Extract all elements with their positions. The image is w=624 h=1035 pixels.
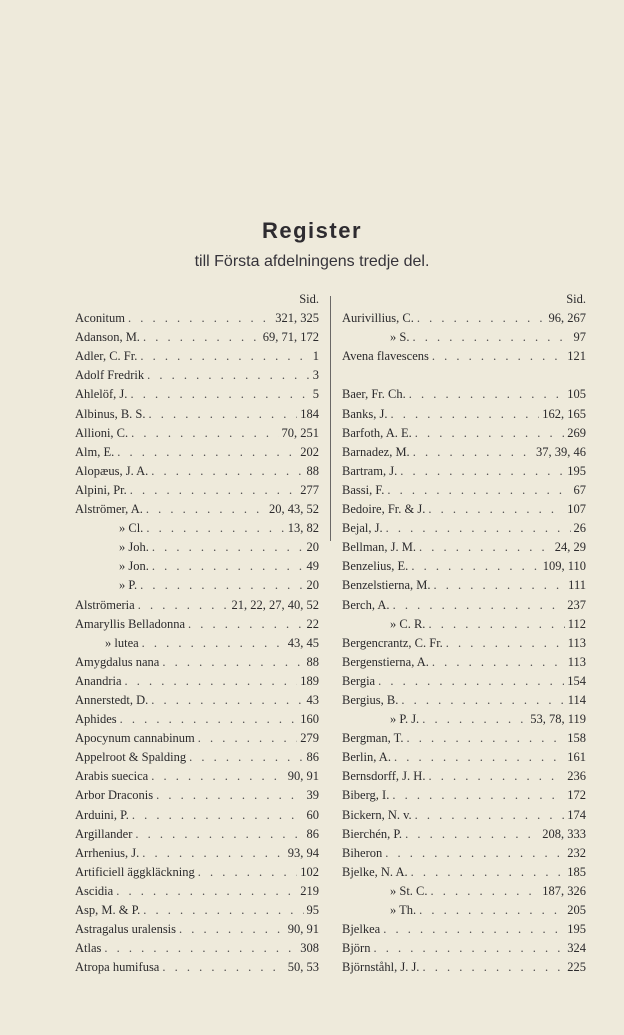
dot-leader [383, 920, 564, 939]
index-entry [342, 309, 586, 328]
dot-leader [151, 767, 285, 786]
dot-leader [373, 939, 564, 958]
index-entry [342, 576, 586, 595]
index-entry [75, 405, 319, 424]
dot-leader [117, 443, 297, 462]
entry-pages: 24, 29 [554, 540, 586, 555]
entry-name: Benzelstierna, M. [342, 578, 431, 593]
entry-name: Banks, J. [342, 406, 388, 421]
dot-leader [162, 958, 284, 977]
index-entry [75, 443, 319, 462]
dot-leader [135, 825, 303, 844]
dot-leader [431, 882, 540, 901]
entry-pages: 162, 165 [542, 406, 586, 421]
entry-pages: 195 [567, 463, 586, 478]
entry-pages: 93, 94 [287, 845, 319, 860]
column-divider [330, 296, 331, 541]
entry-pages: 174 [567, 807, 586, 822]
entry-pages: 60 [306, 807, 319, 822]
index-entry [75, 481, 319, 500]
dot-leader [411, 863, 565, 882]
entry-pages: 208, 333 [542, 826, 586, 841]
entry-pages: 205 [567, 903, 586, 917]
index-entry [75, 958, 319, 977]
index-entry [342, 806, 586, 825]
entry-pages: 113 [567, 635, 586, 650]
entry-pages: 96, 267 [548, 311, 586, 326]
index-entry [75, 844, 319, 863]
page-subtitle: till Första afdelningens tredje del. [194, 253, 430, 270]
index-entry [75, 557, 319, 576]
entry-pages: 279 [300, 731, 319, 746]
index-entry [75, 328, 319, 347]
entry-pages: 121 [567, 349, 586, 364]
index-entry [75, 901, 319, 920]
entry-pages: 43, 45 [287, 635, 319, 650]
dot-leader [393, 596, 565, 615]
dot-leader [419, 538, 552, 557]
dot-leader [151, 462, 303, 481]
entry-name: » Cl. [119, 521, 144, 536]
entry-pages: 20 [306, 578, 319, 593]
index-entry [75, 309, 319, 328]
entry-name: Benzelius, E. [342, 559, 409, 574]
entry-name: » P. J. [390, 712, 420, 727]
entry-name: Baer, Fr. Ch. [342, 387, 406, 402]
index-entry [342, 615, 586, 634]
entry-pages: 154 [567, 673, 586, 688]
index-entry [342, 958, 586, 977]
dot-leader [140, 576, 303, 595]
index-entry [342, 500, 586, 519]
entry-name: Alpini, Pr. [75, 482, 127, 497]
entry-pages: 111 [568, 578, 586, 593]
dot-leader [198, 729, 297, 748]
index-entry [342, 328, 586, 347]
index-entry [75, 576, 319, 595]
dot-leader [385, 844, 564, 863]
entry-name: » S. [390, 330, 410, 345]
index-entry [75, 596, 319, 615]
dot-leader [412, 328, 570, 347]
index-entry [75, 385, 319, 404]
dot-leader [149, 405, 298, 424]
dot-leader [152, 538, 304, 557]
entry-pages: 184 [300, 406, 319, 421]
entry-name: Alströmer, A. [75, 502, 143, 517]
entry-name: Adanson, M. [75, 330, 140, 345]
dot-leader [400, 462, 564, 481]
index-entry [342, 634, 586, 653]
index-entry [75, 634, 319, 653]
index-entry [342, 863, 586, 882]
entry-name: Bickern, N. v. [342, 807, 412, 822]
entry-pages: 50, 53 [287, 960, 319, 975]
entry-name: Adler, C. Fr. [75, 349, 138, 364]
entry-name: Anandria [75, 673, 122, 688]
entry-name: Biheron [342, 845, 383, 860]
index-entry [342, 557, 586, 576]
index-list [342, 309, 586, 366]
entry-pages: 5 [312, 387, 319, 402]
dot-leader [401, 691, 564, 710]
entry-pages: 112 [567, 616, 586, 631]
entry-name: Argillander [75, 826, 133, 841]
dot-leader [120, 710, 298, 729]
page-title: Register [261, 218, 363, 243]
entry-pages: 69, 71, 172 [262, 330, 319, 345]
entry-pages: 90, 91 [287, 769, 319, 784]
entry-pages: 43 [306, 692, 319, 707]
entry-pages: 187, 326 [542, 883, 586, 898]
entry-name: Ascidia [75, 883, 114, 898]
index-column-right [342, 290, 586, 977]
index-entry [342, 939, 586, 958]
entry-pages: 324 [567, 941, 586, 956]
entry-name: Aphides [75, 712, 117, 727]
entry-pages: 67 [573, 482, 586, 497]
dot-leader [409, 385, 565, 404]
dot-leader [422, 958, 564, 977]
entry-pages: 308 [300, 941, 319, 956]
index-entry [342, 481, 586, 500]
entry-pages: 95 [306, 903, 319, 917]
entry-name: Björn [342, 941, 371, 956]
entry-pages: 236 [567, 769, 586, 784]
entry-name: Appelroot & Spalding [75, 750, 187, 765]
entry-name: Arrhenius, J. [75, 845, 140, 860]
index-entry [342, 767, 586, 786]
dot-leader [104, 939, 297, 958]
entry-pages: 21, 22, 27, 40, 52 [231, 597, 319, 612]
index-entry [75, 939, 319, 958]
entry-name: Bjelke, N. A. [342, 864, 408, 879]
index-entry [342, 385, 586, 404]
index-entry [75, 615, 319, 634]
entry-pages: 97 [573, 330, 586, 345]
index-entry [75, 748, 319, 767]
entry-name: Bernsdorff, J. H. [342, 769, 426, 784]
entry-pages: 114 [567, 692, 586, 707]
dot-leader [132, 806, 304, 825]
entry-name: Berlin, A. [342, 750, 391, 765]
index-entry [75, 710, 319, 729]
index-entry [75, 347, 319, 366]
index-entry [75, 424, 319, 443]
entry-name: Atropa humifusa [75, 960, 160, 975]
dot-leader [179, 920, 285, 939]
index-entry [342, 424, 586, 443]
entry-name: Atlas [75, 941, 102, 956]
dot-leader [434, 576, 566, 595]
dot-leader [147, 366, 310, 385]
entry-name: Bergman, T. [342, 731, 404, 746]
dot-leader [128, 309, 272, 328]
dot-leader [140, 347, 309, 366]
index-entry [342, 596, 586, 615]
index-entry [75, 519, 319, 538]
entry-name: Amaryllis Belladonna [75, 616, 186, 631]
entry-name: Bejal, J. [342, 521, 383, 536]
entry-name: Artificiell äggkläckning [75, 864, 195, 879]
entry-name: Bartram, J. [342, 463, 398, 478]
dot-leader [392, 786, 564, 805]
entry-pages: 109, 110 [542, 559, 586, 574]
entry-pages: 102 [300, 864, 319, 879]
entry-name: Bjelkea [342, 922, 381, 937]
entry-name: » Joh. [119, 540, 149, 555]
dot-leader [411, 557, 539, 576]
dot-leader [419, 901, 564, 920]
entry-pages: 20 [306, 540, 319, 555]
dot-leader [189, 748, 303, 767]
dot-leader [405, 825, 539, 844]
dot-leader [143, 901, 303, 920]
entry-pages: 86 [306, 750, 319, 765]
entry-name: Alopæus, J. A. [75, 463, 149, 478]
entry-pages: 107 [567, 502, 586, 517]
entry-pages: 277 [300, 482, 319, 497]
index-entry [342, 443, 586, 462]
entry-name: Berch, A. [342, 597, 390, 612]
entry-name: Adolf Fredrik [75, 368, 145, 383]
entry-name: Bergia [342, 673, 376, 688]
index-entry [75, 653, 319, 672]
entry-name: Bierchén, P. [342, 826, 403, 841]
index-list [75, 309, 319, 977]
entry-name: Ahlelöf, J. [75, 387, 128, 402]
entry-pages: 90, 91 [287, 922, 319, 937]
entry-name: Bellman, J. M. [342, 540, 416, 555]
index-entry [342, 519, 586, 538]
entry-pages: 158 [567, 731, 586, 746]
entry-name: Biberg, I. [342, 788, 390, 803]
entry-name: » Jon. [119, 559, 149, 574]
entry-name: » C. R. [390, 616, 426, 631]
entry-name: Arabis suecica [75, 769, 149, 784]
entry-pages: 26 [573, 521, 586, 536]
dot-leader [143, 328, 260, 347]
entry-name: Björnståhl, J. J. [342, 960, 420, 975]
entry-pages: 13, 82 [287, 521, 319, 536]
entry-name: Apocynum cannabinum [75, 731, 195, 746]
entry-pages: 86 [306, 826, 319, 841]
entry-name: Aconitum [75, 311, 125, 326]
entry-pages: 185 [567, 864, 586, 879]
dot-leader [394, 748, 564, 767]
index-entry [75, 691, 319, 710]
dot-leader [415, 806, 565, 825]
entry-pages: 53, 78, 119 [530, 712, 586, 727]
index-entry [75, 462, 319, 481]
dot-leader [130, 385, 309, 404]
entry-pages: 49 [306, 559, 319, 574]
entry-pages: 3 [312, 368, 319, 383]
dot-leader [142, 844, 285, 863]
dot-leader [131, 424, 278, 443]
index-entry [75, 366, 319, 385]
index-entry [342, 653, 586, 672]
dot-leader [188, 615, 303, 634]
entry-name: Avena flavescens [342, 349, 429, 364]
index-entry [342, 920, 586, 939]
dot-leader [446, 634, 565, 653]
index-entry [75, 920, 319, 939]
index-entry [342, 901, 586, 920]
dot-leader [406, 729, 564, 748]
index-column-left [75, 290, 319, 977]
entry-pages: 172 [567, 788, 586, 803]
entry-name: Asp, M. & P. [75, 903, 141, 917]
entry-pages: 113 [567, 654, 586, 669]
index-entry [342, 347, 586, 366]
dot-leader [156, 786, 303, 805]
index-entry [75, 767, 319, 786]
dot-leader [146, 519, 284, 538]
entry-name: Aurivillius, C. [342, 311, 414, 326]
entry-pages: 202 [300, 444, 319, 459]
column-header: Sid. [299, 292, 319, 306]
index-entry [75, 825, 319, 844]
dot-leader [162, 653, 303, 672]
index-entry [342, 882, 586, 901]
dot-leader [198, 863, 297, 882]
dot-leader [142, 634, 285, 653]
dot-leader [146, 500, 266, 519]
entry-name: Barfoth, A. E. [342, 425, 412, 440]
entry-pages: 105 [567, 387, 586, 402]
entry-name: Annerstedt, D. [75, 692, 149, 707]
index-entry [342, 729, 586, 748]
index-entry [342, 825, 586, 844]
dot-leader [151, 691, 303, 710]
entry-pages: 195 [567, 922, 586, 937]
entry-name: Allioni, C. [75, 425, 129, 440]
index-entry [342, 844, 586, 863]
index-entry [75, 729, 319, 748]
dot-leader [413, 443, 533, 462]
index-entry [342, 405, 586, 424]
dot-leader [138, 596, 229, 615]
index-list [342, 385, 586, 977]
index-entry [75, 672, 319, 691]
entry-pages: 70, 251 [281, 425, 319, 440]
dot-leader [428, 500, 564, 519]
entry-name: » P. [119, 578, 138, 593]
index-entry [75, 500, 319, 519]
dot-leader [130, 481, 298, 500]
index-entry [75, 806, 319, 825]
entry-name: Albinus, B. S. [75, 406, 146, 421]
entry-name: » St. C. [390, 883, 428, 898]
index-entry [342, 538, 586, 557]
entry-name: Alm, E. [75, 444, 115, 459]
dot-leader [152, 557, 304, 576]
entry-name: » Th. [390, 903, 417, 917]
entry-pages: 161 [567, 750, 586, 765]
entry-name: Astragalus uralensis [75, 922, 177, 937]
entry-pages: 219 [300, 883, 319, 898]
dot-leader [422, 710, 527, 729]
entry-name: Bergius, B. [342, 692, 399, 707]
dot-leader [391, 405, 540, 424]
index-entry [342, 691, 586, 710]
index-entry [342, 748, 586, 767]
index-entry [75, 786, 319, 805]
entry-pages: 37, 39, 46 [536, 444, 586, 459]
entry-name: Bedoire, Fr. & J. [342, 502, 426, 517]
entry-name: Arbor Draconis [75, 788, 154, 803]
entry-name: Amygdalus nana [75, 654, 160, 669]
entry-pages: 269 [567, 425, 586, 440]
entry-pages: 232 [567, 845, 586, 860]
entry-name: Bassi, F. [342, 482, 385, 497]
entry-name: Alströmeria [75, 597, 135, 612]
index-entry [75, 863, 319, 882]
entry-pages: 88 [306, 463, 319, 478]
dot-leader [417, 309, 546, 328]
letter-gap [342, 366, 586, 385]
entry-pages: 20, 43, 52 [269, 502, 319, 517]
index-entry [342, 462, 586, 481]
dot-leader [415, 424, 564, 443]
dot-leader [428, 615, 564, 634]
entry-pages: 189 [300, 673, 319, 688]
entry-pages: 88 [306, 654, 319, 669]
entry-pages: 22 [306, 616, 319, 631]
entry-pages: 160 [300, 712, 319, 727]
entry-pages: 321, 325 [275, 311, 319, 326]
entry-pages: 1 [312, 349, 319, 364]
dot-leader [428, 767, 564, 786]
index-entry [75, 882, 319, 901]
entry-name: Barnadez, M. [342, 444, 410, 459]
index-entry [75, 538, 319, 557]
index-entry [342, 710, 586, 729]
entry-pages: 237 [567, 597, 586, 612]
index-entry [342, 786, 586, 805]
entry-pages: 225 [567, 960, 586, 975]
dot-leader [386, 519, 571, 538]
dot-leader [432, 653, 565, 672]
dot-leader [378, 672, 564, 691]
index-entry [342, 672, 586, 691]
entry-name: » lutea [105, 635, 139, 650]
entry-pages: 39 [306, 788, 319, 803]
column-header: Sid. [566, 292, 586, 306]
dot-leader [125, 672, 298, 691]
entry-name: Bergencrantz, C. Fr. [342, 635, 443, 650]
dot-leader [432, 347, 564, 366]
dot-leader [116, 882, 297, 901]
dot-leader [387, 481, 570, 500]
entry-name: Bergenstierna, A. [342, 654, 429, 669]
entry-name: Arduini, P. [75, 807, 129, 822]
